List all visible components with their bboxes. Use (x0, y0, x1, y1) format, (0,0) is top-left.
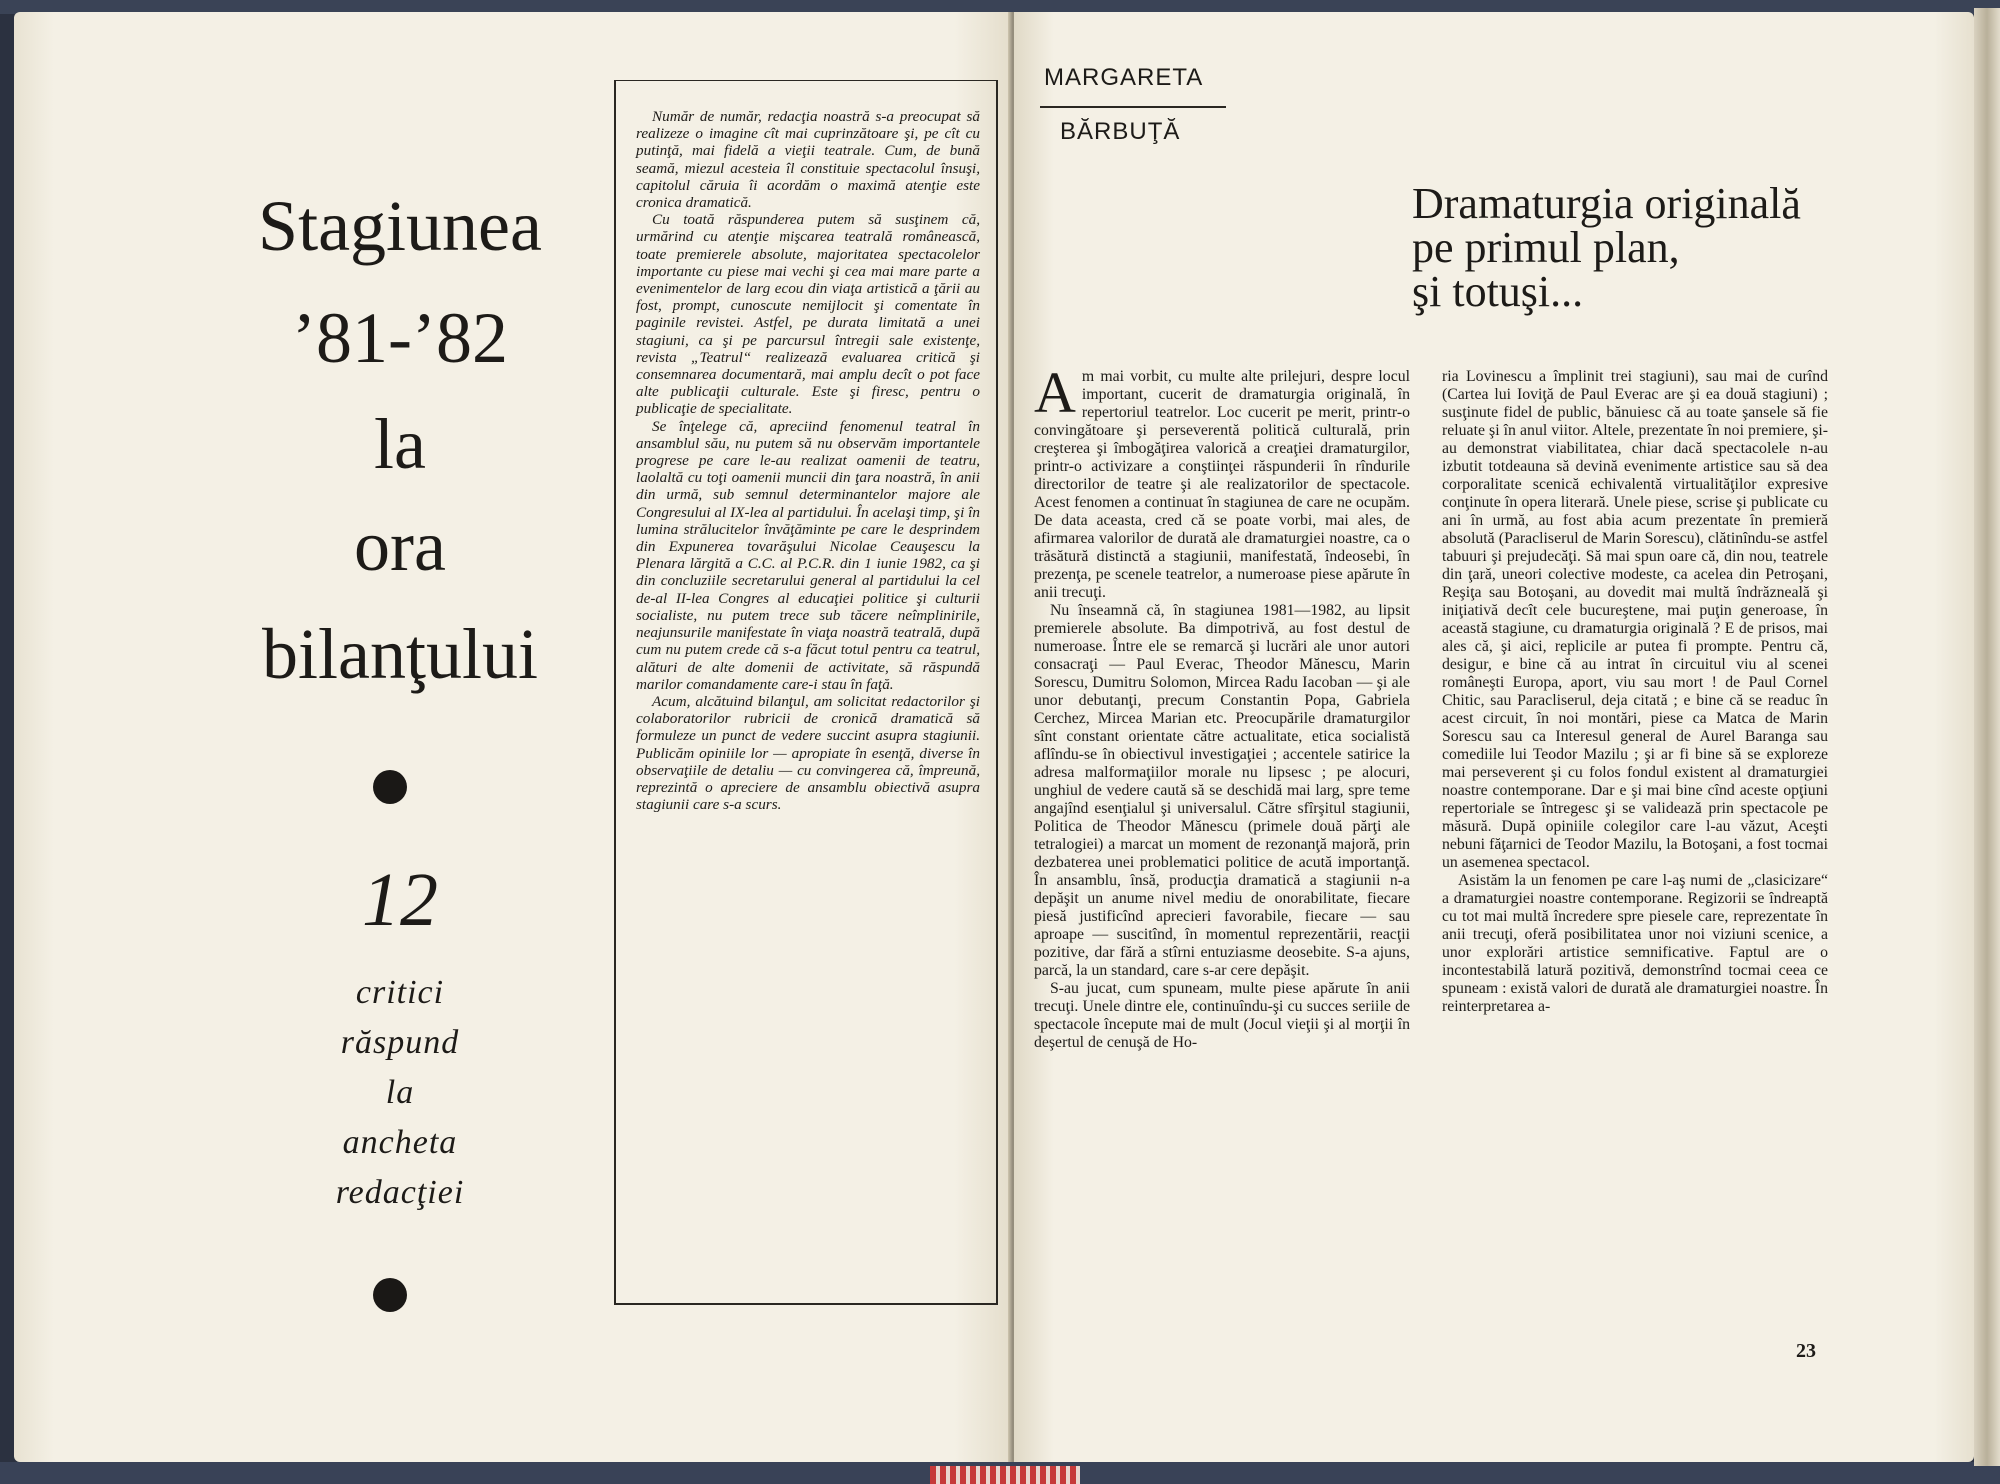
intro-paragraph: Număr de număr, redacţia noastră s-a preocupat să realizeze o imagine cît mai cuprinzătoare şi, pe cît cu putinţă, mai fidelă a vieţii teatrale. Cum, de bună seamă, miezul acesteia îl constituie spectacolul însuşi, capitolul căruia îi acordăm o maximă atenţie este cronica dramatică. (636, 108, 980, 212)
page-edge (1974, 8, 2000, 1466)
editorial-intro (636, 108, 980, 813)
subtitle-line-3: la (385, 1074, 415, 1111)
title-line-3: la (374, 404, 426, 484)
intro-paragraph: Cu toată răspunderea putem să susţinem că, urmărind cu atenţie mişcarea teatrală românească, toate premierele absolute, majoritatea spectacolelor importante cu piese mai vechi şi cea mai mare parte a evenimentelor de larg ecou din viaţa artistică a ţării au fost, prompt, cunoscute nemijlocit şi comentate în paginile revistei. Astfel, pe durata limitată a unei stagiuni, ca şi pe parcursul întregii sale existenţe, revista „Teatrul“ realizează evaluarea critică şi consemnarea documentară, mai amplu decît o pot face alte publicaţii culturale. Este şi firesc, pentru o publicaţie de specialitate. (636, 211, 980, 418)
article-column-left (1034, 360, 1410, 1052)
article-column-right (1442, 368, 1828, 1016)
article-paragraph (1034, 360, 1410, 602)
article-paragraph: S-au jucat, cum spuneam, multe piese apărute în anii trecuţi. Unele dintre ele, continuîndu-şi cu succes seriile de spectacole începute mai de mult (Jocul vieţii şi al morţii în deşertul de cenuşă de Ho- (1034, 980, 1410, 1051)
binding-ribbon (930, 1466, 1080, 1484)
subtitle-line-1: critici (355, 974, 445, 1011)
subtitle-line-4: ancheta (342, 1124, 458, 1161)
bullet-dot-bottom (373, 1278, 407, 1312)
subtitle-line-5: redacţiei (335, 1174, 465, 1211)
article-paragraph: Asistăm la un fenomen pe care l-aş numi de „clasicizare“ a dramaturgiei noastre contemporane. Regizorii se îndreaptă cu tot mai multă încredere spre piesele care, reprezentate în anii trecuţi, oferă posibilitatea unor noi viziuni scenice, a unor explorări artistice semnificative. Faptul are o incontestabilă latură pozitivă, demonstrînd tocmai ceea ce spuneam : există valori de durată ale dramaturgiei noastre. În reinterpretarea a- (1442, 872, 1828, 1015)
article-paragraph: Nu înseamnă că, în stagiunea 1981—1982, au lipsit premierele absolute. Ba dimpotrivă, au fost destul de numeroase. Între ele se remarcă şi lucrări ale unor autori consacraţi — Paul Everac, Theodor Mănescu, Marin Sorescu, Dumitru Solomon, Mircea Radu Iacoban — şi ale unor debutanţi, precum Constantin Popa, Gabriela Cerchez, Mircea Marian etc. Preocupările dramaturgilor sînt constant orientate către actualitate, etica socialistă aflîndu-se în obiectivul investigaţiei ; accentele satirice la adresa malformaţiilor morale nu lipsesc ; pe alocuri, unghiul de vedere caută să se deschidă mai larg, spre teme angajînd esenţialul şi universalul. Către sfîrşitul stagiunii, Politica de Theodor Mănescu (primele două părţi ale tetralogiei) a marcat un moment de rezonanţă majoră, prin dezbaterea unei problematici politice de acută importanţă. În ansamblu, însă, producţia dramatică a stagiunii n-a depăşit un anume nivel mediu de onorabilitate, fiecare piesă justificînd aprecieri favorabile, fiecare — sau aproape — suscitînd, în momentul reprezentării, reacţii pozitive, dar fără a stîrni entuziasme deosebite. S-a ajuns, parcă, la un standard, care s-ar cere depăşit. (1034, 602, 1410, 979)
critics-count: 12 (362, 858, 438, 942)
intro-paragraph: Se înţelege că, apreciind fenomenul teatral în ansamblul său, nu putem să nu observăm importantele progrese pe care le-au realizat oamenii de teatru, laolaltă cu toţi oamenii muncii din ţara noastră, în anii din urmă, sub semnul determinantelor majore ale Congresului al IX-lea al partidului. În acelaşi timp, şi în lumina strălucitelor învăţăminte pe care le desprindem din Expunerea tovarăşului Nicolae Ceauşescu la Plenara lărgită a C.C. al P.C.R. din 1 iunie 1982, ca şi din concluziile secretarului general al partidului la cel de-al II-lea Congres al educaţiei politice şi culturii socialiste, nu putem trece sub tăcere neîmplinirile, neajunsurile manifestate în viaţa noastră teatrală, după cum nu putem crede că s-a făcut totul pentru ca teatrul, alături de alte domenii de activitate, să răspundă marilor comandamente care-i stau în faţă. (636, 417, 980, 693)
author-divider (1040, 106, 1226, 108)
article-paragraph-text: m mai vorbit, cu multe alte prilejuri, despre locul important, cucerit de dramaturgia originală, în repertoriul teatrelor. Loc cucerit pe merit, printr-o convingătoare şi perseverentă politică culturală, prin creşterea şi îmbogăţirea valorică a creaţiei dramaturgilor, printr-o activizare a conştiinţei răspunderii în rîndurile directorilor de teatre şi ale realizatorilor de spectacole. Acest fenomen a continuat în stagiunea de care ne ocupăm. De data aceasta, cred că se poate vorbi, mai ales, de afirmarea valorilor de durată ale dramaturgiei noastre, ca o trăsătură distinctă a stagiunii, manifestată, îndeosebi, în prezenţa, pe scenele teatrelor, a numeroase piese apărute în anii trecuţi. (1034, 368, 1410, 601)
drop-cap: A (1034, 360, 1076, 425)
page-number: 23 (1796, 1340, 1816, 1362)
section-subtitle (270, 968, 530, 1218)
bullet-dot-top (373, 770, 407, 804)
headline-line-1: Dramaturgia originală (1412, 179, 1801, 228)
headline-line-2: pe primul plan, (1412, 223, 1680, 272)
article-paragraph: ria Lovinescu a împlinit trei stagiuni), sau mai de curînd (Cartea lui Ioviţă de Paul Everac are şi ea două stagiuni) ; susţinute fidel de public, bănuiesc că au toate şansele să fie reluate şi în anul viitor. Altele, prezentate în noi premiere, şi-au demonstrat viabilitatea, chiar dacă spectacolele n-au izbutit totdeauna să devină evenimente artistice sau să dea corporalitate scenică echivalentă virtualităţilor expresive conţinute în opera literară. Unele piese, scrise şi publicate cu ani în urmă, au fost abia acum prezentate în premieră absolută (Paracliserul de Marin Sorescu), clătinîndu-se astfel tabuuri şi prejudecăţi. Să mai spun oare că, din nou, teatrele din ţară, uneori colective modeste, ca acelea din Petroşani, Reşiţa sau Botoşani, au dovedit mai multă îndrăzneală şi iniţiativă decît cele bucureştene, mai puţin generoase, în această stagiune, cu dramaturgia originală ? E de prisos, mai ales că, şi aici, replicile ar putea fi prompte. Pentru că, desigur, e bine că au intrat în circuitul viu al scenei româneşti Europa, aport, viu sau mort ! de Paul Cornel Chitic, sau Paracliserul, deja citată ; e bine că se readuc în acest circuit, în noi montări, piese ca Matca de Marin Sorescu sau ca Interesul general de Aurel Baranga sau comediile lui Teodor Mazilu ; şi ar fi bine să se exploreze mai perseverent şi cu folos fondul existent al dramaturgiei noastre contemporane. Dar e şi mai bine cînd aceste opţiuni repertoriale se întregesc şi se validează prin spectacole pe măsură. După opiniile colegilor care l-au văzut, Aceşti nebuni făţarnici de Teodor Mazilu, la Botoşani, a fost tocmai un asemenea spectacol. (1442, 368, 1828, 871)
headline-line-3: şi totuşi... (1412, 267, 1584, 316)
intro-paragraph: Acum, alcătuind bilanţul, am solicitat redactorilor şi colaboratorilor rubricii de cronică dramatică să formuleze un punct de vedere succint asupra stagiunii. Publicăm opiniile lor — apropiate în esenţă, diverse în observaţiile de detaliu — cu convingerea că, împreună, reprezintă o apreciere de ansamblu obiectivă asupra stagiunii care s-a scurs. (636, 692, 980, 814)
title-line-1: Stagiunea (258, 186, 542, 266)
title-line-4: ora (354, 506, 446, 586)
author-last-name: BĂRBUŢĂ (1060, 118, 1181, 145)
title-line-2: ’81-’82 (292, 298, 508, 378)
article-headline (1412, 179, 1852, 316)
author-first-name: MARGARETA (1044, 64, 1204, 91)
subtitle-line-2: răspund (340, 1024, 460, 1061)
title-line-5: bilanţului (262, 614, 538, 694)
